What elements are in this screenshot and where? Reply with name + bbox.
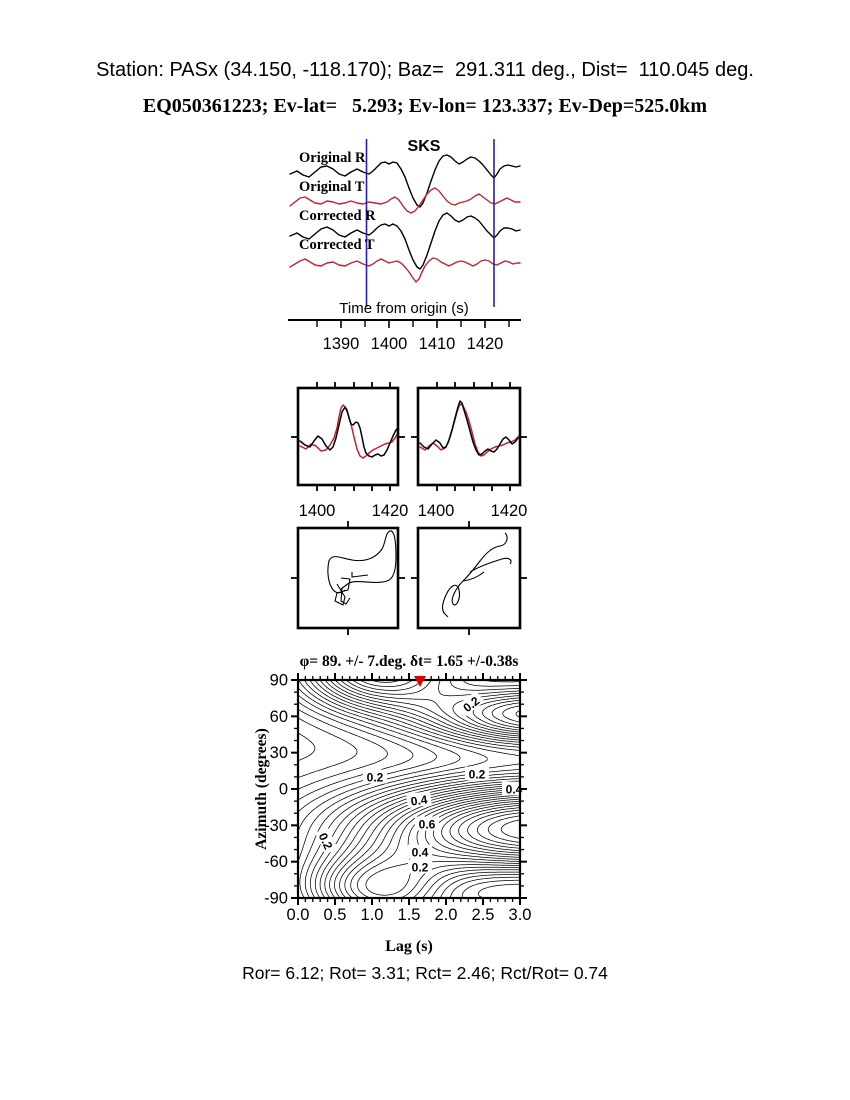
trace-label-original-t: Original T: [299, 179, 365, 195]
contour-label: 0.2: [411, 860, 429, 875]
particle-box-left: [298, 528, 398, 628]
pair-box-left: [298, 388, 398, 485]
contour-title: φ= 89. +/- 7.deg. δt= 1.65 +/-0.38s: [299, 653, 519, 670]
pair-tick-label: 1400: [417, 502, 455, 520]
contour-line-level-0.035: [298, 733, 315, 761]
trace-corrected-t: [290, 258, 520, 282]
azimuth-tick-label--90: -90: [264, 889, 288, 908]
lag-tick-label-3.0: 3.0: [508, 906, 532, 924]
contour-label-group: [408, 860, 432, 875]
lag-tick-label-2.5: 2.5: [471, 906, 495, 924]
contour-label-group: [415, 817, 439, 832]
lag-tick-label-1.0: 1.0: [360, 906, 384, 924]
contour-label: 0.2: [315, 830, 336, 852]
contour-line-level-0.210: [298, 688, 460, 832]
contour-line-level-0.070: [298, 718, 357, 778]
contour-label: 0.4: [505, 782, 523, 797]
contour-label: 0.4: [409, 792, 429, 809]
contour-label: 0.2: [366, 770, 384, 785]
contour-line-level-0.945: [468, 810, 520, 848]
contour-line-level-1.015: [488, 816, 520, 843]
lag-tick-label-1.5: 1.5: [397, 906, 421, 924]
azimuth-tick-label-30: 30: [269, 744, 288, 763]
contour-label-group: [465, 767, 489, 782]
contour-label: 0.6: [418, 817, 436, 832]
particle-box-right: [418, 528, 520, 628]
time-tick-label-1390: 1390: [322, 335, 360, 353]
pair-tick-label: 1420: [371, 502, 409, 520]
azimuth-tick-label--60: -60: [264, 853, 288, 872]
header-event-line: EQ050361223; Ev-lat= 5.293; Ev-lon= 123.337; Ev-Dep=525.0km: [142, 95, 708, 117]
contour-label-group: [363, 770, 387, 785]
footer-stats-line: Ror= 6.12; Rot= 3.31; Rct= 2.46; Rct/Rot= 0.74: [242, 963, 608, 983]
contour-line-level-0.875: [450, 805, 520, 853]
time-tick-label-1410: 1410: [418, 335, 456, 353]
pair-box-right: [418, 388, 520, 485]
contour-label-group: [457, 691, 485, 718]
pair-tick-label: 1420: [490, 502, 528, 520]
particle-trace-left: [328, 531, 396, 605]
lag-tick-label-2.0: 2.0: [434, 906, 458, 924]
trace-label-corrected-t: Corrected T: [299, 237, 375, 253]
time-tick-label-1400: 1400: [370, 335, 408, 353]
contour-label-group: [406, 791, 432, 809]
azimuth-axis-title: Azimuth (degrees): [253, 728, 270, 850]
header-station-line: Station: PASx (34.150, -118.170); Baz= 291.311 deg., Dist= 110.045 deg.: [96, 59, 754, 81]
azimuth-tick-label-60: 60: [269, 707, 288, 726]
pair-left-trace-slow: [300, 407, 398, 457]
contour-label-group: [408, 845, 432, 860]
particle-trace-right: [443, 533, 511, 617]
lag-tick-label-0.0: 0.0: [286, 906, 310, 924]
contour-label: 0.2: [460, 693, 483, 716]
pair-tick-label: 1400: [298, 502, 336, 520]
time-tick-label-1420: 1420: [466, 335, 504, 353]
lag-axis-title: Lag (s): [385, 938, 433, 955]
azimuth-tick-label-0: 0: [278, 780, 288, 799]
contour-label: 0.4: [411, 845, 429, 860]
pair-left-trace-fast: [300, 405, 398, 458]
sks-phase-label: SKS: [407, 138, 441, 155]
azimuth-tick-label-90: 90: [269, 671, 288, 690]
azimuth-tick-label--30: -30: [264, 816, 288, 835]
trace-label-original-r: Original R: [299, 150, 366, 166]
contour-line-level-0.980: [477, 813, 520, 846]
contour-line-level-1.050: [501, 820, 520, 839]
trace-label-corrected-r: Corrected R: [299, 208, 376, 224]
time-axis-title: Time from origin (s): [339, 300, 469, 317]
lag-tick-label-0.5: 0.5: [323, 906, 347, 924]
pair-right-trace-slow: [420, 401, 518, 455]
contour-label: 0.2: [468, 767, 486, 782]
